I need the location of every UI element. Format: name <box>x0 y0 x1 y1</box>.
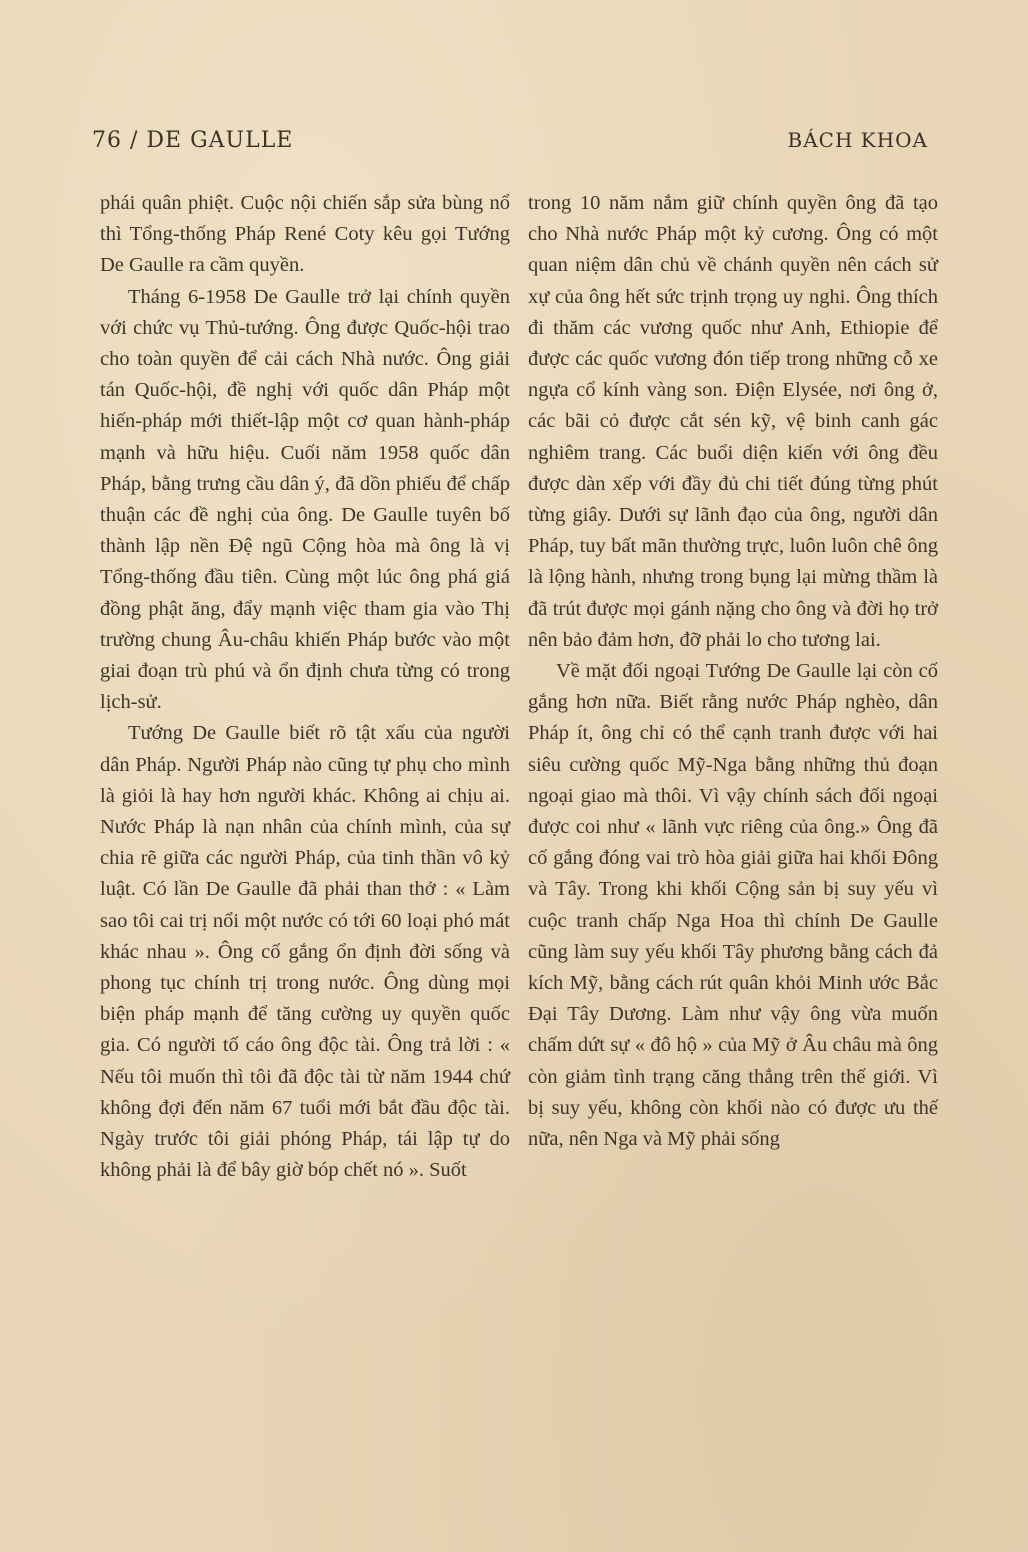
paragraph: trong 10 năm nắm giữ chính quyền ông đã tạo cho Nhà nước Pháp một kỷ cương. Ông có một quan niệm dân chủ về chánh quyền nên cách sử xự của ông hết sức trịnh trọng uy nghi. Ông thích đi thăm các vương quốc như Anh, Ethiopie để được các quốc vương đón tiếp trong những cỗ xe ngựa cổ kính vàng son. Điện Elysée, nơi ông ở, các bãi cỏ được cắt sén kỹ, vệ binh canh gác nghiêm trang. Các buổi diện kiến với ông đều được dàn xếp với đầy đủ chi tiết đúng từng phút từng giây. Dưới sự lãnh đạo của ông, người dân Pháp, tuy bất mãn thường trực, luôn luôn chê ông là lộng hành, nhưng trong bụng lại mừng thầm là đã trút được mọi gánh nặng cho ông và đời họ trở nên bảo đảm hơn, đỡ phải lo cho tương lai. <box>528 192 938 651</box>
paragraph: phái quân phiệt. Cuộc nội chiến sắp sửa bùng nổ thì Tổng-thống Pháp René Coty kêu gọi Tướng De Gaulle ra cầm quyền. <box>100 192 510 277</box>
left-column <box>100 188 510 1187</box>
magazine-title: BÁCH KHOA <box>787 128 928 152</box>
right-column <box>528 188 938 1155</box>
paragraph: Tướng De Gaulle biết rõ tật xấu của người dân Pháp. Người Pháp nào cũng tự phụ cho mình là giỏi là hay hơn người khác. Không ai chịu ai. Nước Pháp là nạn nhân của chính mình, của sự chia rẽ giữa các người Pháp, của tinh thần vô kỷ luật. Có lần De Gaulle đã phải than thở : « Làm sao tôi cai trị nổi một nước có tới 60 loại phó mát khác nhau ». Ông cố gắng ổn định đời sống và phong tục chính trị trong nước. Ông dùng mọi biện pháp mạnh để tăng cường uy quyền quốc gia. Có người tố cáo ông độc tài. Ông trả lời : « Nếu tôi muốn thì tôi đã độc tài từ năm 1944 chứ không đợi đến năm 67 tuổi mới bắt đầu độc tài. Ngày trước tôi giải phóng Pháp, tái lập tự do không phải là để bây giờ bóp chết nó ». Suốt <box>100 722 510 1182</box>
paragraph: Tháng 6-1958 De Gaulle trở lại chính quyền với chức vụ Thủ-tướng. Ông được Quốc-hội trao cho toàn quyền để cải cách Nhà nước. Ông giải tán Quốc-hội, đề nghị với quốc dân Pháp một hiến-pháp mới thiết-lập một cơ quan hành-pháp mạnh và hữu hiệu. Cuối năm 1958 quốc dân Pháp, bằng trưng cầu dân ý, đã dồn phiếu để chấp thuận các đề nghị của ông. De Gaulle tuyên bố thành lập nền Đệ ngũ Cộng hòa mà ông là vị Tổng-thống đầu tiên. Cùng một lúc ông phá giá đồng phật ăng, đẩy mạnh việc tham gia vào Thị trường chung Âu-châu khiến Pháp bước vào một giai đoạn trù phú và ổn định chưa từng có trong lịch-sử. <box>100 285 510 714</box>
page-header <box>92 128 928 168</box>
page-number-title: 76 / DE GAULLE <box>92 128 294 153</box>
paragraph: Về mặt đối ngoại Tướng De Gaulle lại còn cố gắng hơn nữa. Biết rằng nước Pháp nghèo, dân Pháp ít, ông chỉ có thể cạnh tranh được với hai siêu cường quốc Mỹ-Nga bằng những thủ đoạn ngoại giao mà thôi. Vì vậy chính sách đối ngoại được coi như « lãnh vực riêng của ông.» Ông đã cố gắng đóng vai trò hòa giải giữa hai khối Đông và Tây. Trong khi khối Cộng sản bị suy yếu vì cuộc tranh chấp Nga Hoa thì chính De Gaulle cũng làm suy yếu khối Tây phương bằng cách đả kích Mỹ, bằng cách rút quân khỏi Minh ước Bắc Đại Tây Dương. Làm như vậy ông vừa muốn chấm dứt sự « đô hộ » của Mỹ ở Âu châu mà ông còn giảm tình trạng căng thẳng trên thế giới. Vì bị suy yếu, không còn khối nào có được ưu thế nữa, nên Nga và Mỹ phải sống <box>528 660 938 1151</box>
